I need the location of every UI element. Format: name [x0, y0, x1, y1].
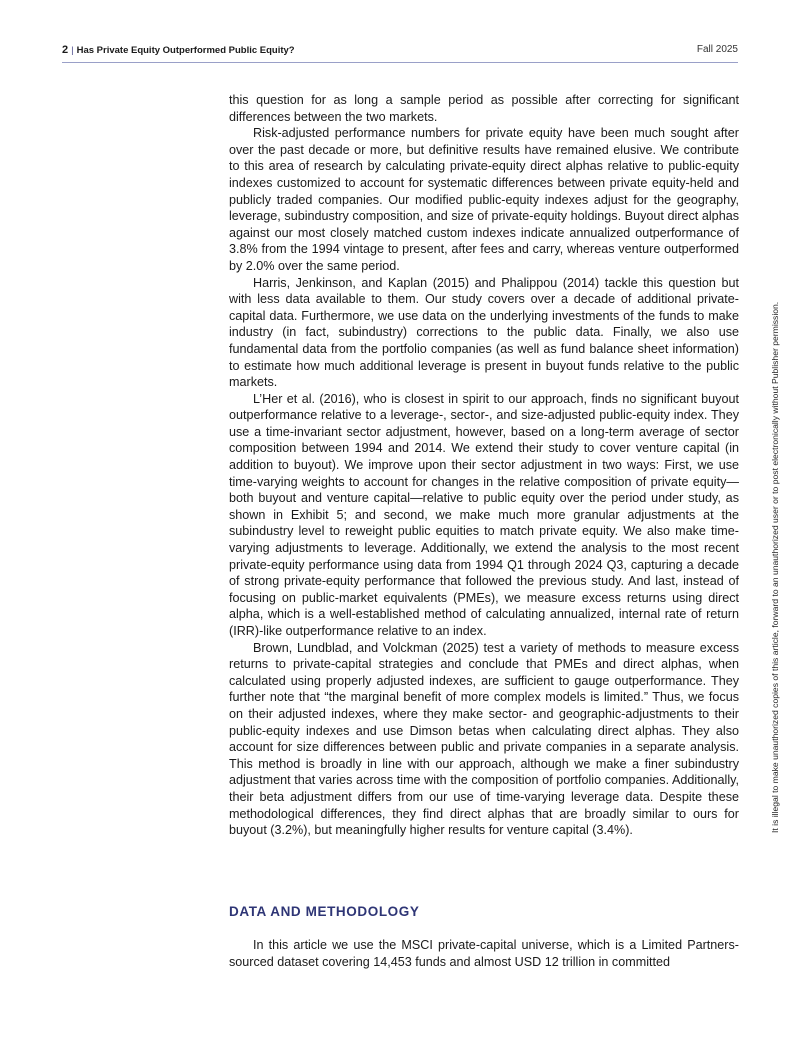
- issue-label: Fall 2025: [696, 44, 738, 55]
- paragraph: this question for as long a sample period as possible after correcting for significant differences between the two markets.: [229, 93, 739, 124]
- page-header: [62, 44, 738, 64]
- section-heading: DATA AND METHODOLOGY: [229, 904, 420, 919]
- page-number: 2: [62, 44, 69, 56]
- copyright-notice: It is illegal to make unauthorized copies of this article, forward to an unauthorized user or to post electronically without Publisher permission.: [770, 301, 780, 833]
- section-body: [229, 937, 739, 970]
- running-title: Has Private Equity Outperformed Public Equity?: [76, 45, 295, 56]
- article-body: [229, 92, 739, 839]
- paragraph: Harris, Jenkinson, and Kaplan (2015) and Phalippou (2014) tackle this question but with less data available to them. Our study covers over a decade of additional private-capital data. Furthermore, we use data on the underlying investments of the funds to make industry (in fact, subindustry) corrections to the public data. Finally, we also use fundamental data from the portfolio companies (as well as fund balance sheet information) to estimate how much additional leverage is present in buyout funds relative to the public markets.: [229, 275, 739, 390]
- header-separator: |: [71, 45, 74, 56]
- header-rule: [62, 62, 738, 63]
- paragraph: L’Her et al. (2016), who is closest in spirit to our approach, finds no significant buyout outperformance relative to a leverage-, sector-, and size-adjusted public-equity index. They use a time-invariant sector adjustment, however, based on a long-term average of sector composition between 1994 and 2014. We extend their study to cover venture capital (in addition to buyout). We improve upon their sector adjustment in two ways: First, we use time-varying weights to account for changes in the relative composition of private equity—both buyout and venture capital—relative to public equity over the period under study, as shown in Exhibit 5; and second, we make much more granular adjustments at the subindustry level to reweight public equities to match private equity. We also make time-varying adjustments to leverage. Additionally, we extend the analysis to the most recent private-equity performance using data from 1994 Q1 through 2024 Q3, capturing a decade of strong private-equity performance that followed the previous study. And last, instead of focusing on public-market equivalents (PMEs), we measure excess returns using direct alpha, which is a well-established method of calculating annualized, internal rate of return (IRR)-like outperformance relative to an index.: [229, 391, 739, 638]
- paragraph: Brown, Lundblad, and Volckman (2025) test a variety of methods to measure excess returns to private-capital strategies and conclude that PMEs and direct alphas, when calculated using properly adjusted indexes, are sufficient to gauge outperformance. They further note that “the marginal benefit of more complex models is limited.” Thus, we focus on their adjusted indexes, where they make sector- and geographic-adjustments to their public-equity indexes and use Dimson betas when calculating direct alphas. They also account for size differences between public and private companies in a separate analysis. This method is broadly in line with our approach, although we make a finer subindustry adjustment that varies across time with the composition of portfolio companies. Additionally, their beta adjustment differs from our use of time-varying leverage data. Despite these methodological differences, they find direct alphas that are broadly similar to ours for buyout (3.2%), but meaningfully higher results for venture capital (3.4%).: [229, 640, 739, 838]
- paragraph: In this article we use the MSCI private-capital universe, which is a Limited Partners-sourced dataset covering 14,453 funds and almost USD 12 trillion in committed: [229, 938, 739, 969]
- paragraph: Risk-adjusted performance numbers for private equity have been much sought after over the past decade or more, but definitive results have remained elusive. We contribute to this area of research by calculating private-equity direct alphas relative to public-equity indexes customized to account for systematic differences between private equity-held and publicly traded companies. Our modified public-equity indexes adjust for the geography, leverage, subindustry composition, and size of private-equity holdings. Buyout direct alphas against our most closely matched custom indexes indicate annualized outperformance of 3.8% from the 1994 vintage to present, after fees and carry, whereas venture outperformed by 2.0% over the same period.: [229, 126, 739, 273]
